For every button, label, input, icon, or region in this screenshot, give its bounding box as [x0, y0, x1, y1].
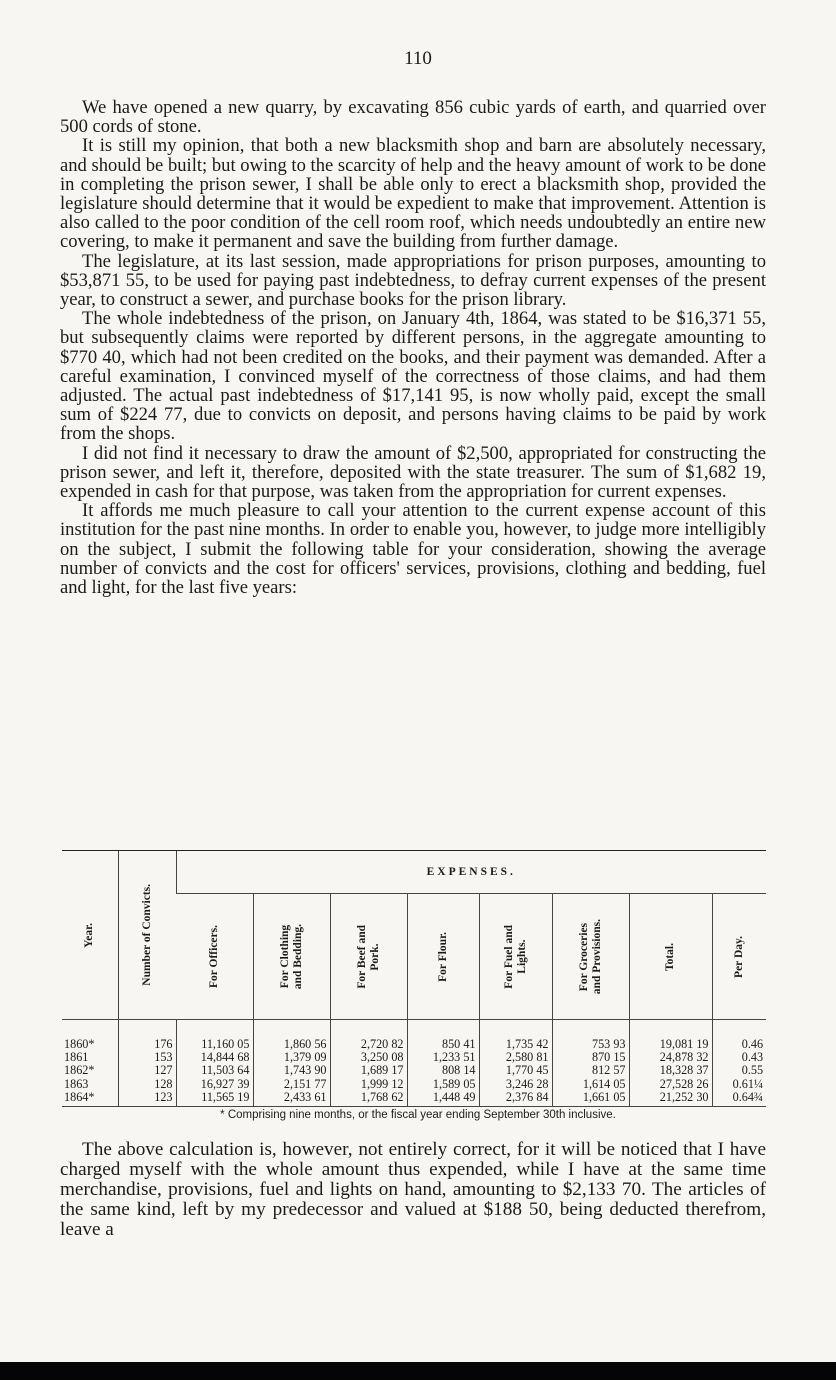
table-body — [62, 1020, 766, 1107]
paragraph: The whole indebtedness of the prison, on January 4th, 1864, was stated to be $16,371 55, but subsequently claims were reported by different persons, in the aggregate amounting to $770 40, which had not been credited on the books, and their payment was demanded. After a careful examination, I convinced myself of the correctness of those claims, and had them adjusted. The actual past indebtedness of $17,141 95, is now wholly paid, except the small sum of $224 77, due to convicts on deposit, and persons having claims to be paid by work from the shops. — [60, 308, 766, 445]
cell-flour: 850 41 — [407, 1020, 479, 1052]
cell-fuel: 3,246 28 — [479, 1078, 552, 1091]
table-row — [62, 1091, 766, 1107]
header-flour: For Flour. — [407, 894, 479, 1020]
paragraph: The legislature, at its last session, made appropriations for prison purposes, amounting to $53,871 55, to be used for paying past indebtedness, to defray current expenses of the present year, to construct a sewer, and purchase books for the prison library. — [60, 250, 766, 311]
cell-officers: 16,927 39 — [176, 1078, 253, 1091]
cell-per-day: 0.43 — [712, 1051, 766, 1064]
cell-clothing: 2,433 61 — [253, 1091, 330, 1107]
table-row — [62, 1064, 766, 1077]
scan-edge-bar — [0, 1362, 836, 1380]
table-footnote: * Comprising nine months, or the fiscal year ending September 30th inclusive. — [220, 1109, 616, 1121]
cell-year: 1860* — [64, 1037, 95, 1051]
expense-table — [62, 850, 766, 1107]
header-expenses-group: EXPENSES. — [176, 851, 766, 894]
paragraph: I did not find it necessary to draw the amount of $2,500, appropriated for constructing the prison sewer, and left it, therefore, deposited with the state treasurer. The sum of $1,682 19, expended in cash for that purpose, was taken from the appropriation for current expenses. — [60, 442, 766, 503]
header-groceries: For Groceries and Provisions. — [552, 894, 629, 1020]
cell-beef: 1,689 17 — [330, 1064, 407, 1077]
cell-fuel: 2,376 84 — [479, 1091, 552, 1107]
cell-flour: 1,233 51 — [407, 1051, 479, 1064]
cell-flour: 1,448 49 — [407, 1091, 479, 1107]
cell-beef: 1,999 12 — [330, 1078, 407, 1091]
table-row — [62, 1020, 766, 1052]
cell-per-day: 0.55 — [712, 1064, 766, 1077]
cell-year: 1861 — [64, 1050, 89, 1065]
cell-groceries: 753 93 — [552, 1020, 629, 1052]
cell-total: 19,081 19 — [629, 1020, 712, 1052]
cell-flour: 808 14 — [407, 1064, 479, 1077]
cell-total: 24,878 32 — [629, 1051, 712, 1064]
paragraph: We have opened a new quarry, by excavating 856 cubic yards of earth, and quarried over 500 cords of stone. — [60, 97, 766, 138]
cell-groceries: 1,614 05 — [552, 1078, 629, 1091]
cell-fuel: 1,770 45 — [479, 1064, 552, 1077]
cell-officers: 11,565 19 — [176, 1091, 253, 1107]
cell-officers: 11,160 05 — [176, 1020, 253, 1052]
cell-clothing: 1,743 90 — [253, 1064, 330, 1077]
cell-beef: 3,250 08 — [330, 1051, 407, 1064]
cell-clothing: 2,151 77 — [253, 1078, 330, 1091]
cell-groceries: 812 57 — [552, 1064, 629, 1077]
header-total: Total. — [629, 894, 712, 1020]
cell-total: 18,328 37 — [629, 1064, 712, 1077]
cell-convicts: 127 — [118, 1064, 176, 1077]
cell-groceries: 870 15 — [552, 1051, 629, 1064]
paragraph: The above calculation is, however, not entirely correct, for it will be noticed that I have charged myself with the whole amount thus expended, while I have at the same time merchandise, provisions, fuel and lights on hand, amounting to $2,133 70. The articles of the same kind, left by my predecessor and valued at $188 50, being deducted therefrom, leave a — [60, 1139, 766, 1240]
cell-per-day: 0.46 — [712, 1020, 766, 1052]
page-number: 110 — [404, 48, 432, 69]
cell-year: 1864* — [62, 1091, 118, 1107]
cell-total: 27,528 26 — [629, 1078, 712, 1091]
cell-per-day: 0.64¾ — [712, 1091, 766, 1107]
header-year: Year. — [62, 851, 118, 1020]
header-clothing: For Clothing and Bedding. — [253, 894, 330, 1020]
cell-convicts: 128 — [118, 1078, 176, 1091]
cell-clothing: 1,860 56 — [253, 1020, 330, 1052]
paragraph: It affords me much pleasure to call your attention to the current expense account of this institution for the past nine months. In order to enable you, however, to judge more intelligibly on the subject, I submit the following table for your consideration, showing the average number of convicts and the cost for officers' services, provisions, clothing and bedding, fuel and light, for the last five years: — [60, 500, 766, 599]
cell-beef: 1,768 62 — [330, 1091, 407, 1107]
cell-fuel: 2,580 81 — [479, 1051, 552, 1064]
cell-total: 21,252 30 — [629, 1091, 712, 1107]
cell-officers: 14,844 68 — [176, 1051, 253, 1064]
cell-year: 1863 — [64, 1076, 89, 1091]
header-officers: For Officers. — [176, 894, 253, 1020]
cell-clothing: 1,379 09 — [253, 1051, 330, 1064]
header-beef: For Beef and Pork. — [330, 894, 407, 1020]
cell-per-day: 0.61¼ — [712, 1078, 766, 1091]
cell-beef: 2,720 82 — [330, 1020, 407, 1052]
cell-fuel: 1,735 42 — [479, 1020, 552, 1052]
cell-convicts: 153 — [118, 1051, 176, 1064]
body-text-before-table — [60, 98, 766, 597]
header-per-day: Per Day. — [712, 894, 766, 1020]
cell-groceries: 1,661 05 — [552, 1091, 629, 1107]
cell-convicts: 123 — [118, 1091, 176, 1107]
cell-convicts: 176 — [118, 1020, 176, 1052]
header-convicts: Number of Convicts. — [118, 851, 176, 1020]
table-row — [62, 1078, 766, 1091]
cell-officers: 11,503 64 — [176, 1064, 253, 1077]
cell-flour: 1,589 05 — [407, 1078, 479, 1091]
paragraph: It is still my opinion, that both a new blacksmith shop and barn are absolutely necessary, and should be built; but owing to the scarcity of help and the heavy amount of work to be done in completing the prison sewer, I shall be able only to erect a blacksmith shop, provided the legislature should determine that it would be expedient to make that improvement. Attention is also called to the poor condition of the cell room roof, which needs undoubtedly an entire new covering, to make it permanent and save the building from further damage. — [60, 135, 766, 253]
body-text-after-table — [60, 1140, 766, 1240]
header-fuel: For Fuel and Lights. — [479, 894, 552, 1020]
cell-year: 1862* — [64, 1063, 95, 1078]
